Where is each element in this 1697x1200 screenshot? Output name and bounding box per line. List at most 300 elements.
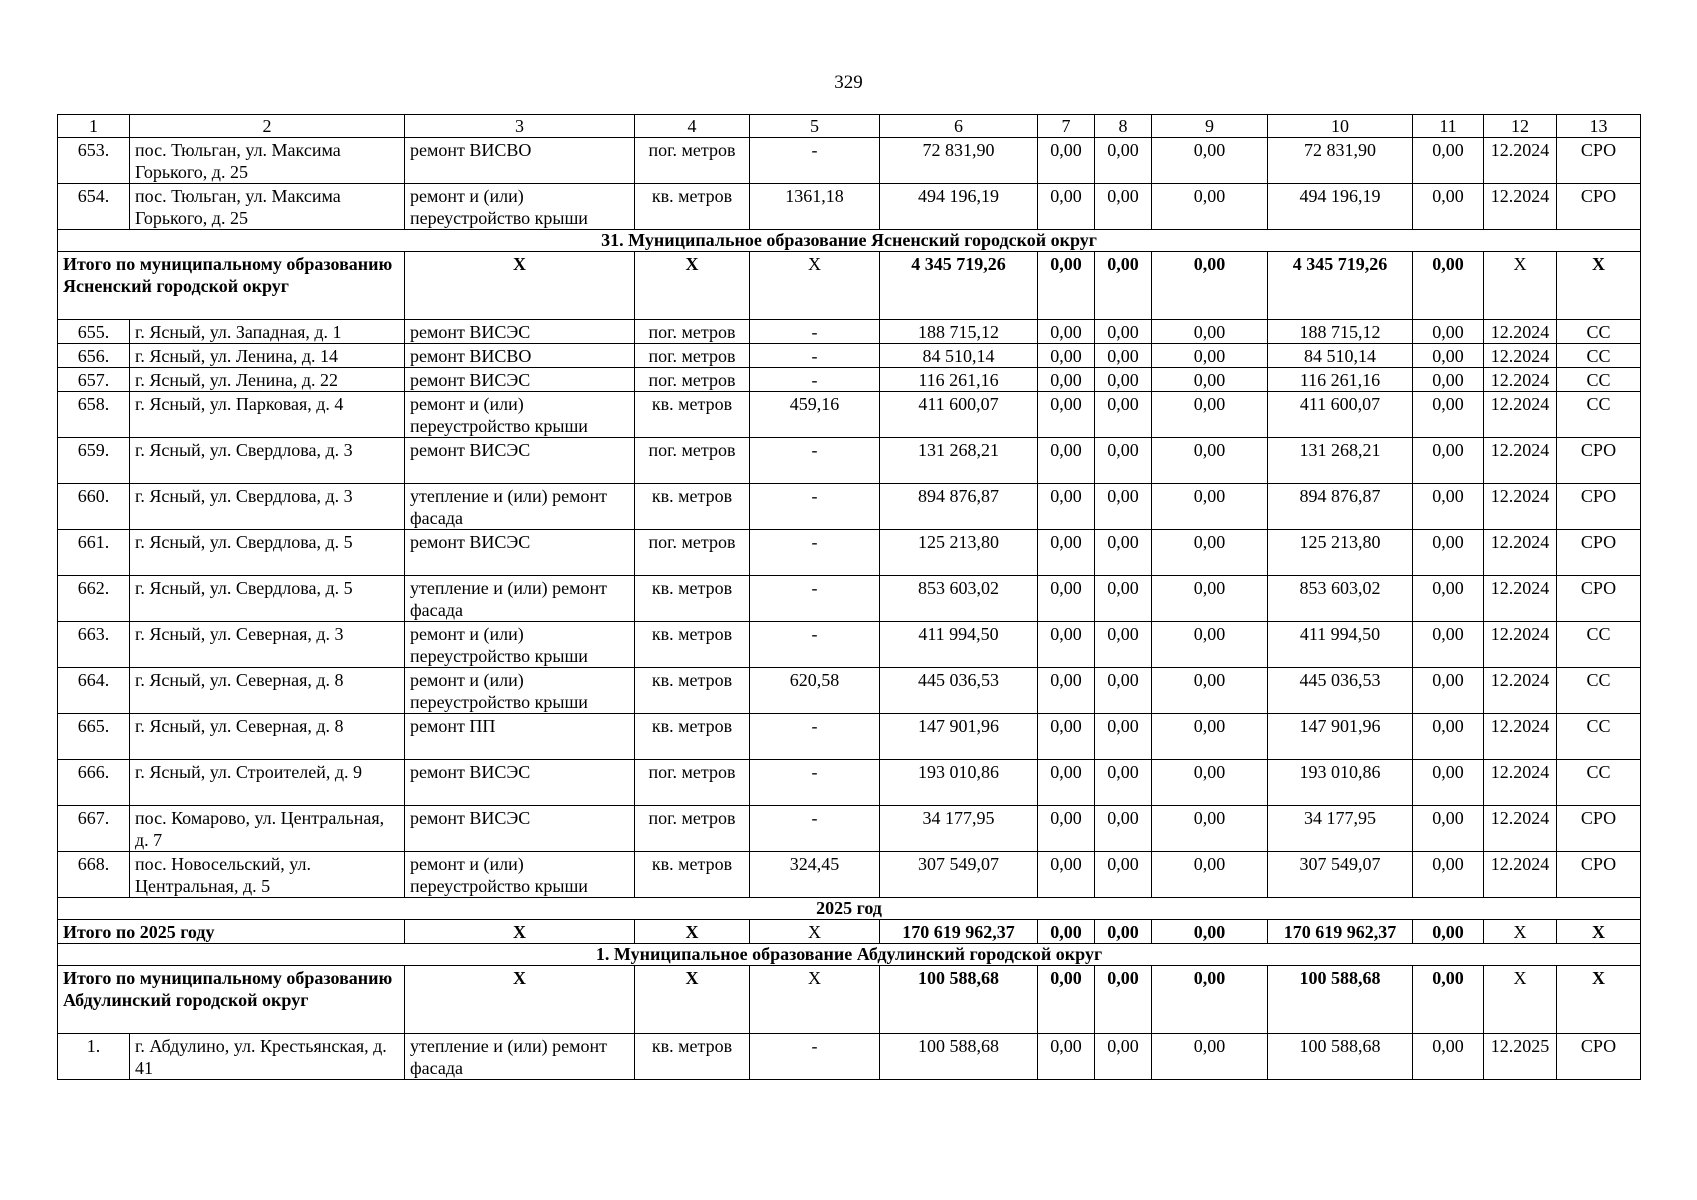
total-cell: 0,00	[1413, 920, 1484, 944]
table-cell: 0,00	[1413, 668, 1484, 714]
table-cell: ремонт ВИСВО	[405, 344, 635, 368]
table-cell: 188 715,12	[1268, 320, 1413, 344]
table-cell: 0,00	[1095, 530, 1152, 576]
table-cell: -	[750, 438, 880, 484]
row-number: 653.	[58, 138, 130, 184]
address-cell: пос. Комарово, ул. Центральная, д. 7	[130, 806, 405, 852]
table-cell: 0,00	[1038, 530, 1095, 576]
table-cell: 131 268,21	[1268, 438, 1413, 484]
table-cell: 0,00	[1038, 852, 1095, 898]
table-cell: -	[750, 576, 880, 622]
table-row	[58, 622, 1641, 668]
table-cell: 0,00	[1152, 530, 1268, 576]
row-number: 668.	[58, 852, 130, 898]
table-cell: 12.2024	[1484, 484, 1557, 530]
table-cell: -	[750, 344, 880, 368]
table-cell: 0,00	[1413, 806, 1484, 852]
table-cell: СРО	[1557, 438, 1641, 484]
total-cell: 0,00	[1095, 966, 1152, 1034]
table-cell: ремонт ВИСЭС	[405, 438, 635, 484]
table-cell: -	[750, 622, 880, 668]
total-cell: 170 619 962,37	[1268, 920, 1413, 944]
table-cell: СРО	[1557, 576, 1641, 622]
address-cell: пос. Тюльган, ул. Максима Горького, д. 25	[130, 138, 405, 184]
table-cell: 0,00	[1038, 368, 1095, 392]
table-cell: 0,00	[1152, 852, 1268, 898]
total-cell: 0,00	[1038, 920, 1095, 944]
table-cell: -	[750, 806, 880, 852]
table-cell: 0,00	[1095, 484, 1152, 530]
table-row	[58, 806, 1641, 852]
table-cell: 411 994,50	[880, 622, 1038, 668]
total-row	[58, 920, 1641, 944]
table-cell: 0,00	[1095, 320, 1152, 344]
section-heading-row	[58, 230, 1641, 252]
column-number-cell: 3	[405, 115, 635, 138]
table-cell: кв. метров	[635, 622, 750, 668]
table-cell: 620,58	[750, 668, 880, 714]
table-cell: пог. метров	[635, 438, 750, 484]
table-row	[58, 320, 1641, 344]
table-cell: СРО	[1557, 184, 1641, 230]
table-cell: -	[750, 484, 880, 530]
table-cell: 116 261,16	[880, 368, 1038, 392]
table-cell: ремонт ВИСЭС	[405, 530, 635, 576]
total-cell: 0,00	[1152, 920, 1268, 944]
table-cell: 0,00	[1038, 1034, 1095, 1080]
column-number-cell: 5	[750, 115, 880, 138]
table-cell: -	[750, 320, 880, 344]
table-row	[58, 138, 1641, 184]
total-cell: X	[635, 252, 750, 320]
total-cell: 0,00	[1038, 966, 1095, 1034]
address-cell: г. Ясный, ул. Ленина, д. 22	[130, 368, 405, 392]
total-cell: 0,00	[1038, 252, 1095, 320]
row-number: 1.	[58, 1034, 130, 1080]
table-cell: 100 588,68	[880, 1034, 1038, 1080]
table-row	[58, 392, 1641, 438]
row-number: 666.	[58, 760, 130, 806]
table-cell: 72 831,90	[880, 138, 1038, 184]
table-cell: 12.2024	[1484, 714, 1557, 760]
table-cell: 12.2024	[1484, 138, 1557, 184]
address-cell: г. Ясный, ул. Северная, д. 8	[130, 714, 405, 760]
table-row	[58, 344, 1641, 368]
total-cell: X	[405, 966, 635, 1034]
table-cell: 0,00	[1095, 714, 1152, 760]
table-cell: СРО	[1557, 852, 1641, 898]
row-number: 658.	[58, 392, 130, 438]
total-cell: 0,00	[1152, 966, 1268, 1034]
address-cell: г. Ясный, ул. Северная, д. 3	[130, 622, 405, 668]
address-cell: пос. Новосельский, ул. Центральная, д. 5	[130, 852, 405, 898]
table-cell: 0,00	[1152, 806, 1268, 852]
address-cell: г. Ясный, ул. Свердлова, д. 3	[130, 438, 405, 484]
table-row	[58, 438, 1641, 484]
table-cell: 0,00	[1038, 438, 1095, 484]
table-cell: ремонт ВИСЭС	[405, 368, 635, 392]
table-cell: СС	[1557, 714, 1641, 760]
table-cell: 0,00	[1038, 622, 1095, 668]
row-number: 656.	[58, 344, 130, 368]
table-cell: 0,00	[1038, 806, 1095, 852]
row-number: 661.	[58, 530, 130, 576]
table-cell: 0,00	[1152, 392, 1268, 438]
row-number: 667.	[58, 806, 130, 852]
total-row	[58, 252, 1641, 320]
row-number: 662.	[58, 576, 130, 622]
table-cell: 0,00	[1152, 184, 1268, 230]
address-cell: г. Абдулино, ул. Крестьянская, д. 41	[130, 1034, 405, 1080]
total-cell: X	[1484, 920, 1557, 944]
total-row	[58, 966, 1641, 1034]
table-cell: 125 213,80	[880, 530, 1038, 576]
page-number: 329	[834, 72, 863, 93]
table-cell: 0,00	[1413, 484, 1484, 530]
table-cell: 0,00	[1413, 368, 1484, 392]
table-cell: 0,00	[1413, 438, 1484, 484]
section-heading: 1. Муниципальное образование Абдулинский городской округ	[58, 944, 1641, 966]
table-cell: СС	[1557, 622, 1641, 668]
row-number: 659.	[58, 438, 130, 484]
table-cell: кв. метров	[635, 714, 750, 760]
table-cell: кв. метров	[635, 576, 750, 622]
table-cell: 0,00	[1413, 576, 1484, 622]
table-cell: СРО	[1557, 484, 1641, 530]
section-heading-row	[58, 944, 1641, 966]
table-cell: 193 010,86	[1268, 760, 1413, 806]
table-row	[58, 530, 1641, 576]
column-number-cell: 12	[1484, 115, 1557, 138]
table-cell: 0,00	[1413, 530, 1484, 576]
table-cell: ремонт и (или) переустройство крыши	[405, 622, 635, 668]
table-cell: 12.2024	[1484, 344, 1557, 368]
table-cell: 0,00	[1095, 368, 1152, 392]
address-cell: г. Ясный, ул. Свердлова, д. 5	[130, 530, 405, 576]
table-cell: ремонт ВИСЭС	[405, 806, 635, 852]
table-cell: 34 177,95	[880, 806, 1038, 852]
table-cell: 0,00	[1095, 806, 1152, 852]
table-cell: 12.2025	[1484, 1034, 1557, 1080]
total-cell: 100 588,68	[880, 966, 1038, 1034]
table-cell: 0,00	[1038, 392, 1095, 438]
table-cell: 894 876,87	[1268, 484, 1413, 530]
row-number: 665.	[58, 714, 130, 760]
table-cell: -	[750, 368, 880, 392]
column-number-cell: 7	[1038, 115, 1095, 138]
address-cell: г. Ясный, ул. Строителей, д. 9	[130, 760, 405, 806]
table-cell: 0,00	[1152, 1034, 1268, 1080]
table-cell: 0,00	[1095, 1034, 1152, 1080]
table-cell: ремонт и (или) переустройство крыши	[405, 392, 635, 438]
row-number: 657.	[58, 368, 130, 392]
table-cell: 0,00	[1095, 852, 1152, 898]
table-cell: СС	[1557, 668, 1641, 714]
table-cell: СРО	[1557, 1034, 1641, 1080]
table-cell: 0,00	[1038, 714, 1095, 760]
capital-repair-table	[57, 114, 1641, 1080]
table-cell: 494 196,19	[880, 184, 1038, 230]
table-row	[58, 852, 1641, 898]
table-cell: СС	[1557, 392, 1641, 438]
table-cell: 0,00	[1095, 760, 1152, 806]
column-number-cell: 11	[1413, 115, 1484, 138]
table-cell: 0,00	[1038, 576, 1095, 622]
table-row	[58, 760, 1641, 806]
table-cell: 0,00	[1095, 668, 1152, 714]
table-row	[58, 484, 1641, 530]
row-number: 655.	[58, 320, 130, 344]
column-number-cell: 2	[130, 115, 405, 138]
table-cell: кв. метров	[635, 1034, 750, 1080]
total-cell: 100 588,68	[1268, 966, 1413, 1034]
table-row	[58, 1034, 1641, 1080]
table-cell: 0,00	[1413, 714, 1484, 760]
table-cell: кв. метров	[635, 392, 750, 438]
table-cell: 324,45	[750, 852, 880, 898]
table-cell: СРО	[1557, 806, 1641, 852]
table-cell: 0,00	[1038, 184, 1095, 230]
table-cell: 125 213,80	[1268, 530, 1413, 576]
table-cell: ремонт ПП	[405, 714, 635, 760]
table-cell: 0,00	[1095, 576, 1152, 622]
table-cell: кв. метров	[635, 484, 750, 530]
table-cell: -	[750, 714, 880, 760]
table-cell: 12.2024	[1484, 368, 1557, 392]
table-cell: пог. метров	[635, 806, 750, 852]
total-cell: 0,00	[1095, 920, 1152, 944]
table-cell: 0,00	[1413, 344, 1484, 368]
table-cell: 0,00	[1095, 344, 1152, 368]
total-cell: 4 345 719,26	[1268, 252, 1413, 320]
table-cell: СС	[1557, 320, 1641, 344]
table-cell: ремонт и (или) переустройство крыши	[405, 852, 635, 898]
table-cell: ремонт и (или) переустройство крыши	[405, 668, 635, 714]
row-number: 660.	[58, 484, 130, 530]
table-cell: 459,16	[750, 392, 880, 438]
column-number-cell: 1	[58, 115, 130, 138]
total-cell: X	[635, 920, 750, 944]
table-cell: СРО	[1557, 138, 1641, 184]
table-cell: -	[750, 530, 880, 576]
table-cell: 853 603,02	[1268, 576, 1413, 622]
table-cell: ремонт ВИСВО	[405, 138, 635, 184]
address-cell: г. Ясный, ул. Западная, д. 1	[130, 320, 405, 344]
table-cell: 307 549,07	[1268, 852, 1413, 898]
table-cell: 0,00	[1038, 344, 1095, 368]
table-cell: СС	[1557, 344, 1641, 368]
address-cell: г. Ясный, ул. Свердлова, д. 5	[130, 576, 405, 622]
table-cell: 12.2024	[1484, 320, 1557, 344]
table-cell: 100 588,68	[1268, 1034, 1413, 1080]
table-cell: ремонт ВИСЭС	[405, 320, 635, 344]
table-cell: 0,00	[1152, 714, 1268, 760]
table-cell: 0,00	[1095, 622, 1152, 668]
total-cell: X	[405, 252, 635, 320]
table-cell: -	[750, 1034, 880, 1080]
table-cell: утепление и (или) ремонт фасада	[405, 576, 635, 622]
table-cell: 445 036,53	[1268, 668, 1413, 714]
table-cell: -	[750, 760, 880, 806]
table-cell: 0,00	[1152, 576, 1268, 622]
table-cell: 0,00	[1095, 392, 1152, 438]
table-cell: 12.2024	[1484, 530, 1557, 576]
table-cell: 411 600,07	[1268, 392, 1413, 438]
table-cell: 12.2024	[1484, 622, 1557, 668]
table-cell: 116 261,16	[1268, 368, 1413, 392]
table-cell: 72 831,90	[1268, 138, 1413, 184]
table-cell: СРО	[1557, 530, 1641, 576]
table-cell: 0,00	[1152, 344, 1268, 368]
total-cell: X	[750, 966, 880, 1034]
table-cell: кв. метров	[635, 668, 750, 714]
column-number-cell: 10	[1268, 115, 1413, 138]
total-label: Итого по муниципальному образованию Абдулинский городской округ	[58, 966, 405, 1034]
address-cell: пос. Тюльган, ул. Максима Горького, д. 25	[130, 184, 405, 230]
table-cell: 0,00	[1152, 438, 1268, 484]
table-cell: кв. метров	[635, 184, 750, 230]
table-cell: пог. метров	[635, 320, 750, 344]
table-cell: кв. метров	[635, 852, 750, 898]
table-cell: 0,00	[1413, 760, 1484, 806]
table-cell: 0,00	[1152, 484, 1268, 530]
total-label: Итого по 2025 году	[58, 920, 405, 944]
table-cell: пог. метров	[635, 138, 750, 184]
section-heading-row	[58, 898, 1641, 920]
total-cell: 0,00	[1152, 252, 1268, 320]
column-number-row	[58, 115, 1641, 138]
table-cell: 0,00	[1038, 320, 1095, 344]
table-row	[58, 668, 1641, 714]
address-cell: г. Ясный, ул. Ленина, д. 14	[130, 344, 405, 368]
table-cell: пог. метров	[635, 530, 750, 576]
row-number: 654.	[58, 184, 130, 230]
section-heading: 2025 год	[58, 898, 1641, 920]
column-number-cell: 4	[635, 115, 750, 138]
table-cell: 1361,18	[750, 184, 880, 230]
table-row	[58, 714, 1641, 760]
table-row	[58, 576, 1641, 622]
column-number-cell: 8	[1095, 115, 1152, 138]
table-cell: 12.2024	[1484, 668, 1557, 714]
table-row	[58, 184, 1641, 230]
table-cell: СС	[1557, 760, 1641, 806]
table-cell: утепление и (или) ремонт фасада	[405, 484, 635, 530]
table-cell: 0,00	[1413, 622, 1484, 668]
table-row	[58, 368, 1641, 392]
address-cell: г. Ясный, ул. Парковая, д. 4	[130, 392, 405, 438]
total-cell: X	[635, 966, 750, 1034]
address-cell: г. Ясный, ул. Свердлова, д. 3	[130, 484, 405, 530]
total-cell: X	[1484, 966, 1557, 1034]
table-cell: 0,00	[1152, 320, 1268, 344]
total-cell: X	[1557, 252, 1641, 320]
table-cell: 84 510,14	[1268, 344, 1413, 368]
table-cell: 853 603,02	[880, 576, 1038, 622]
table-cell: 188 715,12	[880, 320, 1038, 344]
table-cell: СС	[1557, 368, 1641, 392]
total-cell: 4 345 719,26	[880, 252, 1038, 320]
table-cell: 12.2024	[1484, 760, 1557, 806]
table-cell: 0,00	[1095, 438, 1152, 484]
table-cell: 12.2024	[1484, 184, 1557, 230]
table-cell: 147 901,96	[1268, 714, 1413, 760]
table-cell: 411 600,07	[880, 392, 1038, 438]
table-cell: 894 876,87	[880, 484, 1038, 530]
column-number-cell: 9	[1152, 115, 1268, 138]
table-cell: 12.2024	[1484, 438, 1557, 484]
table-cell: 12.2024	[1484, 852, 1557, 898]
table-cell: 84 510,14	[880, 344, 1038, 368]
address-cell: г. Ясный, ул. Северная, д. 8	[130, 668, 405, 714]
table-cell: ремонт и (или) переустройство крыши	[405, 184, 635, 230]
table-cell: пог. метров	[635, 760, 750, 806]
total-cell: 0,00	[1095, 252, 1152, 320]
row-number: 663.	[58, 622, 130, 668]
table-cell: 494 196,19	[1268, 184, 1413, 230]
table-cell: 34 177,95	[1268, 806, 1413, 852]
total-cell: X	[750, 920, 880, 944]
table-cell: 0,00	[1413, 138, 1484, 184]
table-cell: 0,00	[1095, 184, 1152, 230]
table-cell: утепление и (или) ремонт фасада	[405, 1034, 635, 1080]
row-number: 664.	[58, 668, 130, 714]
table-cell: 12.2024	[1484, 392, 1557, 438]
table-cell: 147 901,96	[880, 714, 1038, 760]
table-cell: 0,00	[1152, 368, 1268, 392]
table-cell: -	[750, 138, 880, 184]
section-heading: 31. Муниципальное образование Ясненский городской округ	[58, 230, 1641, 252]
total-label: Итого по муниципальному образованию Ясненский городской округ	[58, 252, 405, 320]
total-cell: X	[1557, 966, 1641, 1034]
table-cell: 0,00	[1152, 622, 1268, 668]
table-cell: 0,00	[1152, 138, 1268, 184]
table-cell: 0,00	[1152, 668, 1268, 714]
table-cell: 411 994,50	[1268, 622, 1413, 668]
total-cell: 0,00	[1413, 252, 1484, 320]
table-cell: пог. метров	[635, 344, 750, 368]
total-cell: X	[405, 920, 635, 944]
table-cell: 0,00	[1413, 392, 1484, 438]
total-cell: 170 619 962,37	[880, 920, 1038, 944]
table-cell: 0,00	[1413, 320, 1484, 344]
total-cell: X	[1557, 920, 1641, 944]
table-cell: 0,00	[1095, 138, 1152, 184]
table-cell: 0,00	[1038, 668, 1095, 714]
column-number-cell: 13	[1557, 115, 1641, 138]
table-cell: 0,00	[1413, 184, 1484, 230]
table-cell: 307 549,07	[880, 852, 1038, 898]
table-cell: 0,00	[1413, 1034, 1484, 1080]
total-cell: X	[750, 252, 880, 320]
table-cell: 193 010,86	[880, 760, 1038, 806]
table-cell: 0,00	[1038, 138, 1095, 184]
table-body	[58, 115, 1641, 1080]
table-cell: 0,00	[1038, 484, 1095, 530]
total-cell: 0,00	[1413, 966, 1484, 1034]
table-cell: 0,00	[1413, 852, 1484, 898]
table-cell: 0,00	[1152, 760, 1268, 806]
table-cell: пог. метров	[635, 368, 750, 392]
table-cell: 12.2024	[1484, 576, 1557, 622]
table-cell: 12.2024	[1484, 806, 1557, 852]
table-cell: 131 268,21	[880, 438, 1038, 484]
table-cell: ремонт ВИСЭС	[405, 760, 635, 806]
table-cell: 445 036,53	[880, 668, 1038, 714]
total-cell: X	[1484, 252, 1557, 320]
table-cell: 0,00	[1038, 760, 1095, 806]
column-number-cell: 6	[880, 115, 1038, 138]
